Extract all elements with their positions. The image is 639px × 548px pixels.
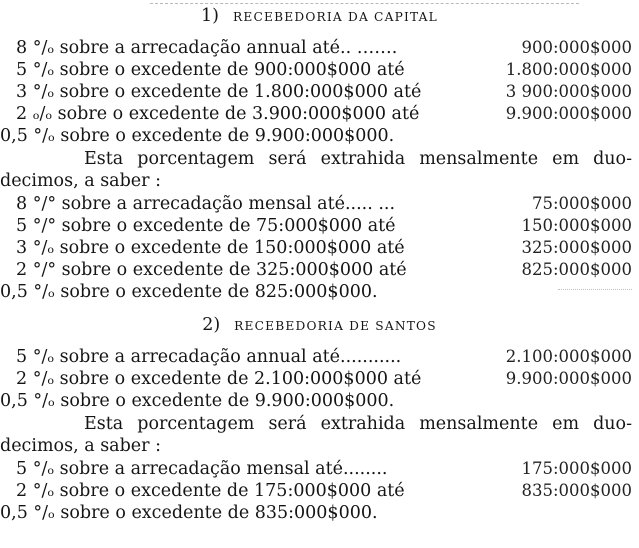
paragraph-text: Esta porcentagem será extrahida mensalmente em duo- bbox=[84, 414, 632, 434]
rate-row bbox=[16, 480, 632, 502]
rate-row bbox=[0, 390, 632, 412]
rate-row bbox=[16, 215, 632, 237]
rate-amount: 1.800:000$000 bbox=[505, 60, 632, 79]
rate-text: 5 °/° sobre o excedente de 75:000$000 até bbox=[16, 216, 396, 236]
rate-amount: 9.900:000$000 bbox=[505, 104, 632, 123]
rate-row bbox=[16, 59, 632, 81]
print-smudge bbox=[558, 289, 632, 295]
rate-amount: 175:000$000 bbox=[521, 459, 632, 478]
rate-text: 5 °/ₒ sobre a arrecadação mensal até........ bbox=[16, 459, 388, 479]
paragraph-line bbox=[0, 170, 632, 192]
section-2-number: 2) bbox=[202, 315, 221, 335]
rate-row bbox=[16, 368, 632, 390]
section-1-heading bbox=[0, 5, 639, 28]
rate-text: 3 °/ₒ sobre o excedente de 1.800:000$000 até bbox=[16, 82, 422, 102]
rate-amount: 900:000$000 bbox=[521, 38, 632, 57]
paragraph-line bbox=[0, 413, 632, 435]
rate-row bbox=[16, 346, 632, 368]
rate-text: 2 °/ₒ sobre o excedente de 175:000$000 até bbox=[16, 481, 405, 501]
paragraph-line bbox=[0, 148, 632, 170]
rate-text: 2 ₒ/ₒ sobre o excedente de 3.900:000$000 até bbox=[16, 104, 420, 124]
rate-text: 5 °/ₒ sobre o excedente de 900:000$000 até bbox=[16, 60, 405, 80]
rate-amount: 75:000$000 bbox=[531, 194, 632, 213]
rate-amount: 150:000$000 bbox=[521, 216, 632, 235]
rate-row bbox=[16, 81, 632, 103]
rate-amount: 3 900:000$000 bbox=[505, 82, 632, 101]
rate-row bbox=[16, 458, 632, 480]
rate-text: 0,5 °/ₒ sobre o excedente de 9.900:000$000. bbox=[0, 126, 395, 146]
rate-text: 8 °/° sobre a arrecadação mensal até..... ... bbox=[16, 194, 396, 214]
rate-row bbox=[0, 125, 632, 147]
rate-text: 8 °/ₒ sobre a arrecadação annual até.. ……. bbox=[16, 38, 398, 58]
rate-row bbox=[16, 193, 632, 215]
rate-text: 0,5 °/ₒ sobre o excedente de 9.900:000$000. bbox=[0, 391, 395, 411]
rate-row bbox=[16, 259, 632, 281]
rate-text: 5 °/ₒ sobre a arrecadação annual até........... bbox=[16, 347, 402, 367]
paragraph-text: decimos, a saber : bbox=[0, 171, 161, 191]
section-2-title: RECEBEDORIA DE SANTOS bbox=[234, 319, 437, 333]
rate-amount: 2.100:000$000 bbox=[505, 347, 632, 366]
rate-amount: 835:000$000 bbox=[521, 481, 632, 500]
rate-amount: 825:000$000 bbox=[521, 260, 632, 279]
section-1-number: 1) bbox=[201, 6, 220, 26]
paragraph-text: Esta porcentagem será extrahida mensalmente em duo- bbox=[84, 149, 632, 169]
paragraph-line bbox=[0, 435, 632, 457]
rate-amount: 9.900:000$000 bbox=[505, 369, 632, 388]
rate-text: 0,5 °/ₒ sobre o excedente de 825:000$000. bbox=[0, 282, 378, 302]
rate-row bbox=[16, 237, 632, 259]
rate-text: 2 °/° sobre o excedente de 325:000$000 até bbox=[16, 260, 407, 280]
rate-text: 3 °/ₒ sobre o excedente de 150:000$000 até bbox=[16, 238, 405, 258]
section-1-title: RECEBEDORIA DA CAPITAL bbox=[233, 10, 438, 24]
rate-row bbox=[0, 281, 632, 303]
section-2-heading bbox=[0, 314, 639, 337]
rate-row bbox=[16, 37, 632, 59]
paragraph-text: decimos, a saber : bbox=[0, 436, 161, 456]
rate-amount: 325:000$000 bbox=[521, 238, 632, 257]
rate-text: 2 °/ₒ sobre o excedente de 2.100:000$000 até bbox=[16, 369, 422, 389]
rate-row bbox=[16, 103, 632, 125]
rate-text: 0,5 °/ₒ sobre o excedente de 835:000$000. bbox=[0, 503, 378, 523]
rate-row bbox=[0, 502, 632, 524]
